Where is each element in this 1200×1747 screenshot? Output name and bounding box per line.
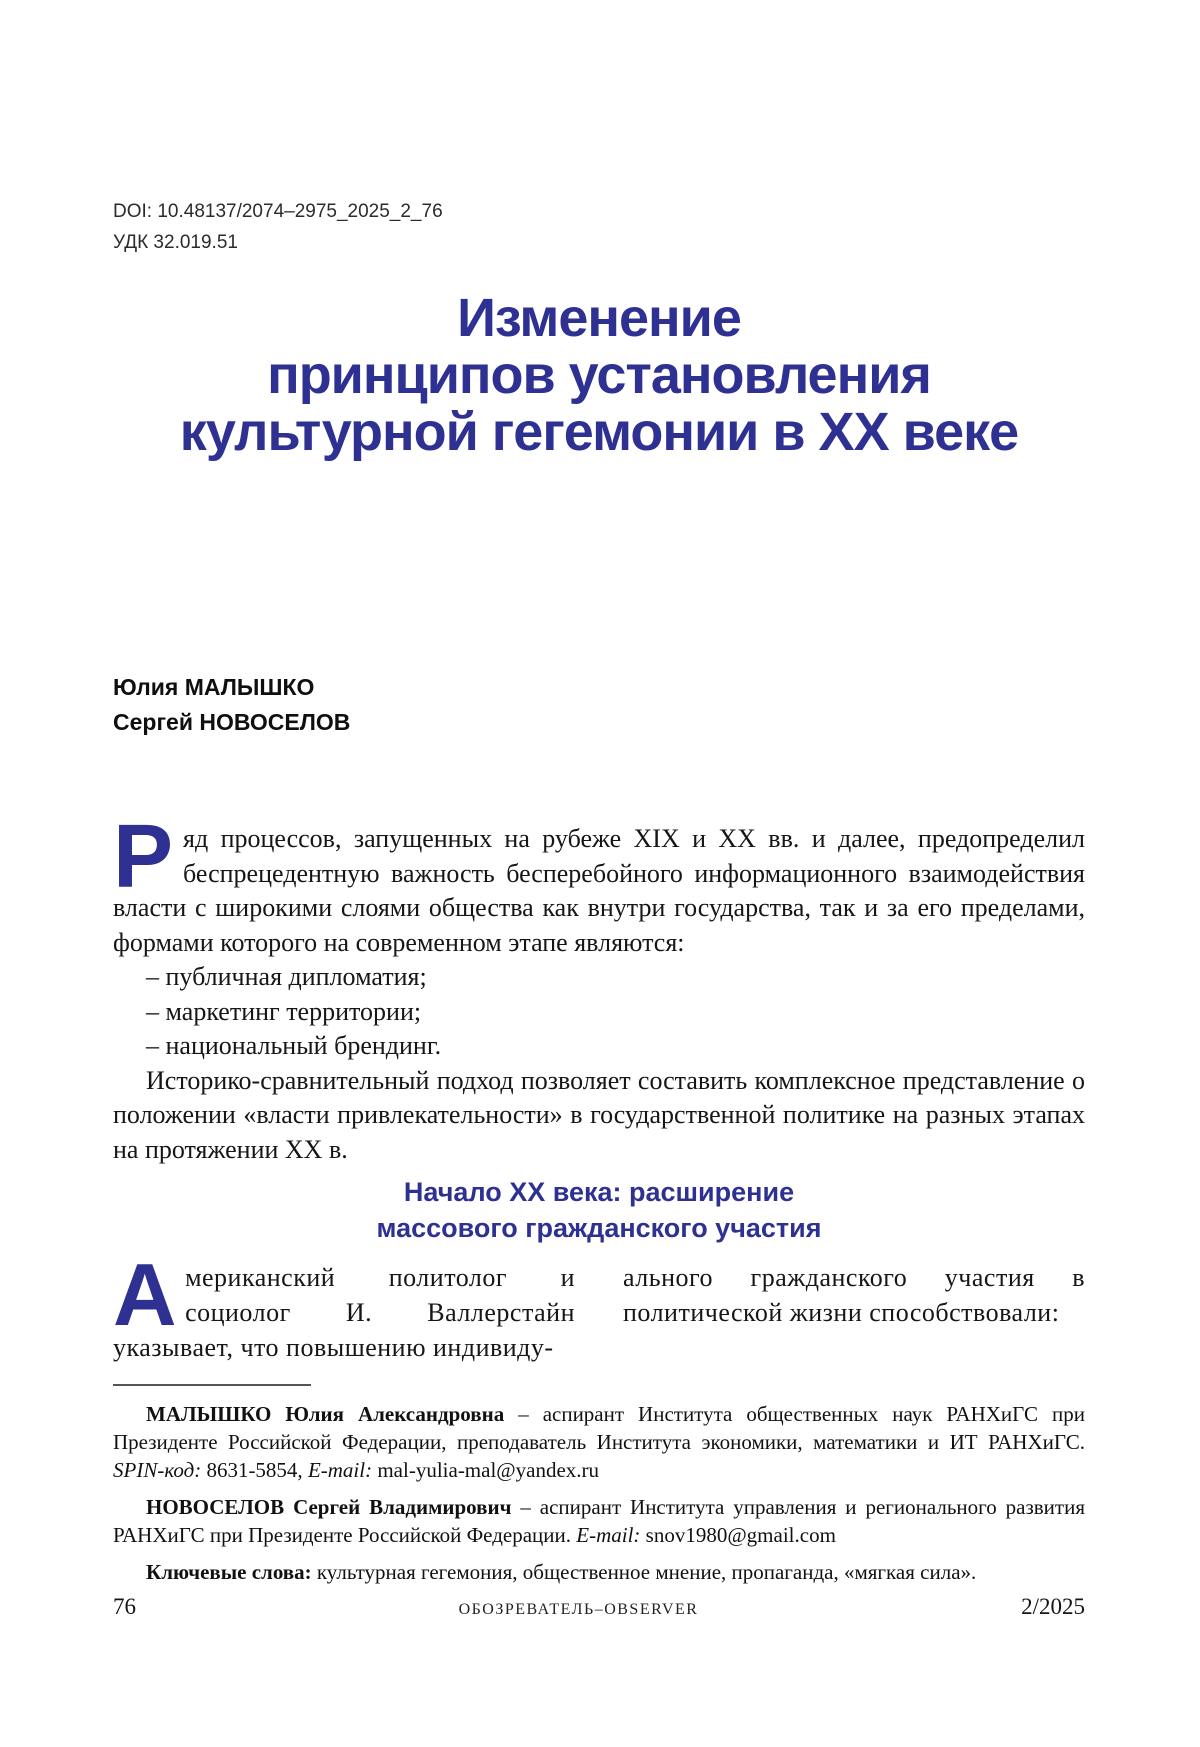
article-title [113, 290, 1085, 461]
footnote-1-email-label: E-mail: [307, 1458, 373, 1482]
section-heading-line-2: массового гражданского участия [376, 1213, 822, 1243]
journal-name: ОБОЗРЕВАТЕЛЬ–OBSERVER [458, 1601, 699, 1618]
udc-line: УДК 32.019.51 [113, 232, 238, 253]
issue-number: 2/2025 [1021, 1594, 1085, 1619]
footnote-1-body: – аспирант Института общественных наук РАНХиГС при Президенте Российской Федерации, преподаватель Института экономики, математики и ИТ РАНХиГС. [113, 1402, 1085, 1454]
author-2: Сергей НОВОСЕЛОВ [113, 709, 351, 735]
intro-paragraph-1 [113, 807, 1085, 960]
section-heading-line-1: Начало XX века: расширение [403, 1177, 795, 1207]
article-meta [113, 196, 1085, 258]
footnote-author-2 [113, 1493, 1085, 1549]
title-line-1: Изменение [457, 288, 741, 348]
footnote-1-email-value: mal-yulia-mal@yandex.ru [372, 1458, 600, 1482]
two-column-text [113, 1245, 1085, 1365]
left-column-text: мериканский политолог и социолог И. Валлерстайн указывает, что повышению индивиду- [113, 1263, 575, 1362]
intro-paragraph-1-text: яд процессов, запущенных на рубеже XIX и XX вв. и далее, предопределил беспрецедентную важность бесперебойного информационного взаимодействия власти с широкими слоями общества как внутри государства, так и за его пределами, формами которого на современном этапе являются: [113, 824, 1085, 957]
footnote-2-body: – аспирант Института управления и регионального развития РАНХиГС при Президенте Российской Федерации. [113, 1495, 1085, 1547]
right-column [623, 1260, 1085, 1365]
footnote-separator [113, 1384, 311, 1386]
footnote-1-spin-label: SPIN-код: [113, 1458, 202, 1482]
keywords-label: Ключевые слова: [146, 1560, 312, 1584]
doi-line: DOI: 10.48137/2074–2975_2025_2_76 [113, 201, 443, 222]
footnote-2-name: НОВОСЕЛОВ Сергей Владимирович [146, 1495, 512, 1519]
intro-section [113, 807, 1085, 1167]
left-column [113, 1245, 575, 1365]
footnote-2-email-label: E-mail: [576, 1523, 641, 1547]
title-line-2: принципов установления [267, 345, 931, 405]
section-heading [113, 1174, 1085, 1246]
list-item-3: – национальный брендинг. [146, 1031, 442, 1060]
list-item-1: – публичная дипломатия; [146, 962, 427, 991]
footnote-1-spin-value: 8631-5854, [201, 1458, 308, 1482]
author-1: Юлия МАЛЫШКО [113, 674, 315, 700]
page-number: 76 [113, 1594, 136, 1619]
right-column-text: ального гражданского участия в политической жизни способствовали: [623, 1263, 1085, 1327]
list-item-2: – маркетинг территории; [146, 996, 422, 1026]
title-line-3: культурной гегемонии в XX веке [179, 402, 1019, 462]
footnote-2-email-value: snov1980@gmail.com [640, 1523, 836, 1547]
footnote-1-name: МАЛЫШКО Юлия Александровна [146, 1402, 505, 1426]
page-footer [113, 1594, 1085, 1620]
authors-block [113, 670, 1085, 740]
intro-paragraph-2: Историко-сравнительный подход позволяет составить комплексное представление о положении «власти привлекательности» в государственной политике на разных этапах на протяжении XX в. [113, 1065, 1085, 1164]
dropcap-letter: А [113, 1245, 178, 1344]
keywords-line [113, 1558, 1085, 1586]
dropcap-letter: Р [113, 807, 174, 907]
footnote-author-1 [113, 1400, 1085, 1484]
keywords-text: культурная гегемония, общественное мнение, пропаганда, «мягкая сила». [311, 1560, 977, 1584]
footnotes-block [113, 1400, 1085, 1595]
